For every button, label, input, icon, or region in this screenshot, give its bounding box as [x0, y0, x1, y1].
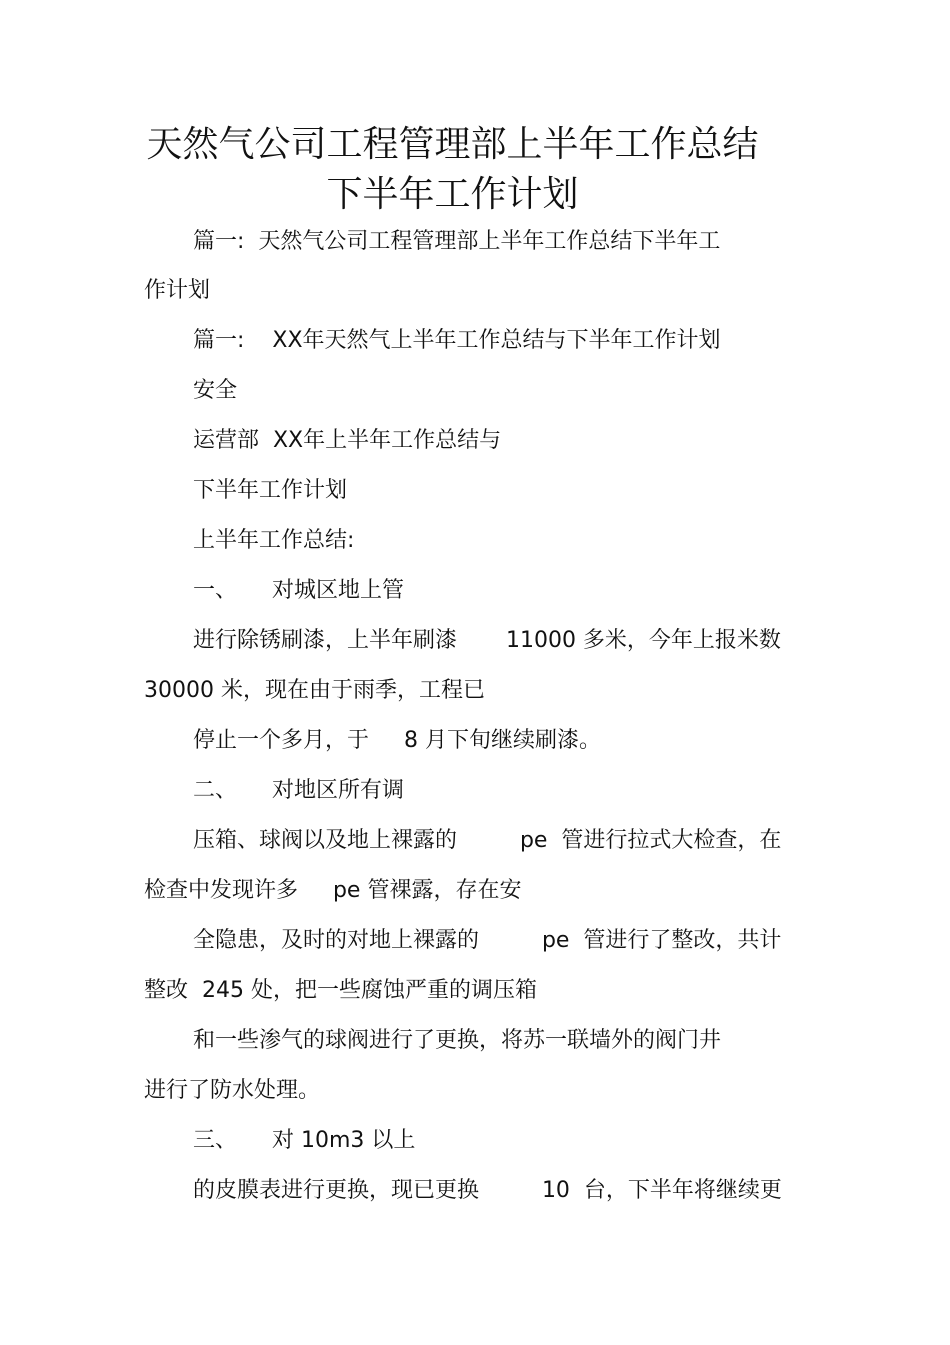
- paragraph-line: 下半年工作计划: [193, 478, 348, 503]
- paragraph-line: 压箱、球阀以及地上裸露的 pe 管进行拉式大检查，在: [193, 828, 782, 853]
- paragraph-line: 安全: [193, 378, 238, 403]
- paragraph-line: 整改 245 处，把一些腐蚀严重的调压箱: [144, 978, 537, 1003]
- paragraph-line: 二、 对地区所有调: [193, 778, 404, 803]
- paragraph-line: 30000 米，现在由于雨季，工程已: [144, 678, 485, 703]
- paragraph-line: 进行除锈刷漆，上半年刷漆 11000 多米，今年上报米数: [193, 628, 781, 653]
- paragraph-line: 一、 对城区地上管: [193, 578, 404, 603]
- document-title-line-1: 天然气公司工程管理部上半年工作总结: [146, 124, 759, 165]
- document-title-line-2: 下半年工作计划: [326, 174, 579, 215]
- paragraph-line: 三、 对 10m3 以上: [193, 1128, 416, 1153]
- paragraph-line: 篇一: XX年天然气上半年工作总结与下半年工作计划: [193, 328, 721, 353]
- paragraph-line: 篇一: 天然气公司工程管理部上半年工作总结下半年工: [193, 229, 721, 254]
- paragraph-line: 的皮膜表进行更换，现已更换 10 台，下半年将继续更: [193, 1178, 782, 1203]
- paragraph-line: 进行了防水处理。: [144, 1078, 321, 1103]
- paragraph-line: 作计划: [144, 278, 211, 303]
- paragraph-line: 运营部 XX年上半年工作总结与: [193, 428, 502, 453]
- paragraph-line: 全隐患，及时的对地上裸露的 pe 管进行了整改，共计: [193, 928, 782, 953]
- paragraph-line: 上半年工作总结:: [193, 528, 355, 553]
- paragraph-line: 检查中发现许多 pe 管裸露，存在安: [144, 878, 522, 903]
- paragraph-line: 和一些渗气的球阀进行了更换，将苏一联墙外的阀门井: [193, 1028, 722, 1053]
- paragraph-line: 停止一个多月，于 8 月下旬继续刷漆。: [193, 728, 601, 753]
